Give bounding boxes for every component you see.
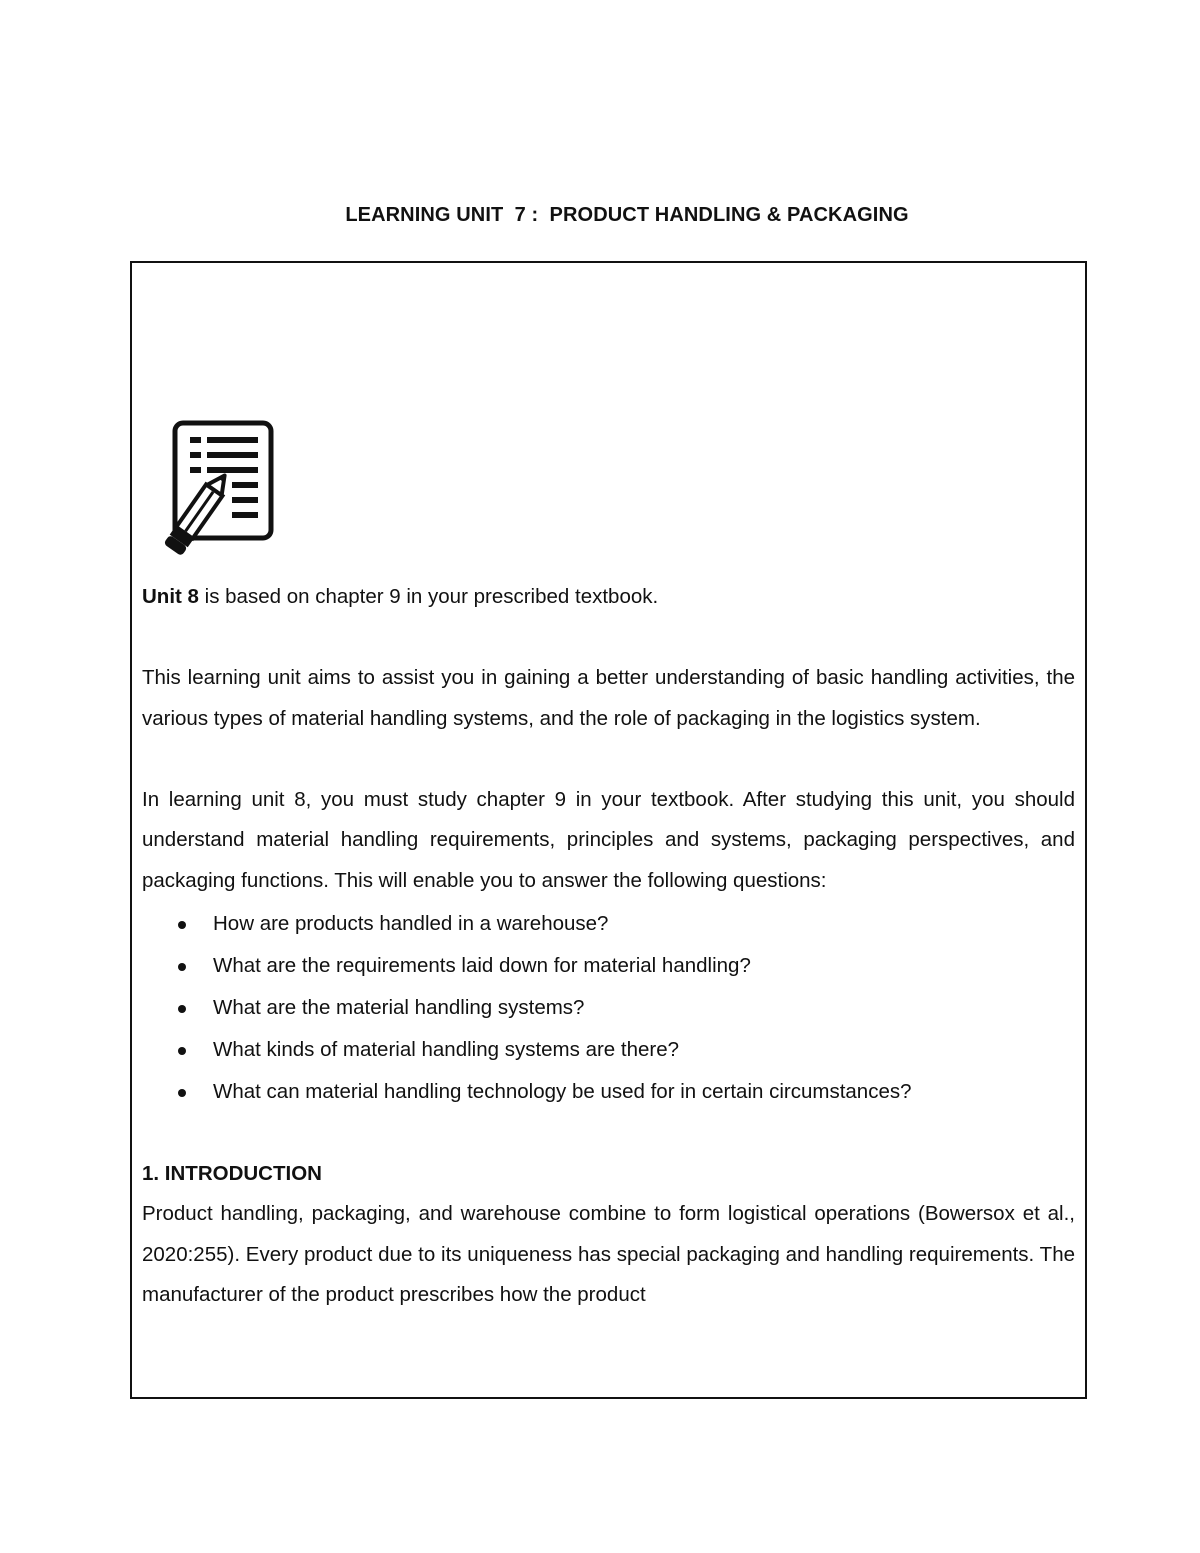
body-text	[142, 577, 1075, 1316]
list-item: What kinds of material handling systems are there?	[142, 1029, 1075, 1071]
study-paragraph: In learning unit 8, you must study chapter 9 in your textbook. After studying this unit, you should understand material handling requirements, principles and systems, packaging perspectives, and packaging functions. This will enable you to answer the following questions:	[142, 787, 1075, 892]
unit-intro-line	[142, 577, 1075, 618]
notes-with-pencil-icon	[152, 420, 277, 565]
aim-paragraph: This learning unit aims to assist you in gaining a better understanding of basic handling activities, the various types of material handling systems, and the role of packaging in the logistics system.	[142, 666, 1075, 730]
bullet-icon	[178, 1089, 186, 1097]
unit-label: Unit 8	[142, 585, 199, 608]
content-box	[130, 261, 1087, 1399]
unit-intro-rest: is based on chapter 9 in your prescribed textbook.	[198, 585, 659, 608]
questions-list	[142, 903, 1075, 1113]
bullet-icon	[178, 921, 186, 929]
introduction-paragraph: Product handling, packaging, and warehouse combine to form logistical operations (Bowersox et al., 2020:255). Every product due to its uniqueness has special packaging and handling requirements. The manufacturer of the product prescribes how the product	[142, 1202, 1075, 1306]
list-item: What are the requirements laid down for material handling?	[142, 945, 1075, 987]
list-item: What can material handling technology be used for in certain circumstances?	[142, 1071, 1075, 1113]
section-heading: 1. INTRODUCTION	[142, 1161, 322, 1185]
bullet-icon	[178, 963, 186, 971]
list-item: What are the material handling systems?	[142, 987, 1075, 1029]
list-item: How are products handled in a warehouse?	[142, 903, 1075, 945]
bullet-icon	[178, 1047, 186, 1055]
page-title: LEARNING UNIT 7 : PRODUCT HANDLING & PACKAGING	[345, 204, 909, 226]
bullet-icon	[178, 1005, 186, 1013]
